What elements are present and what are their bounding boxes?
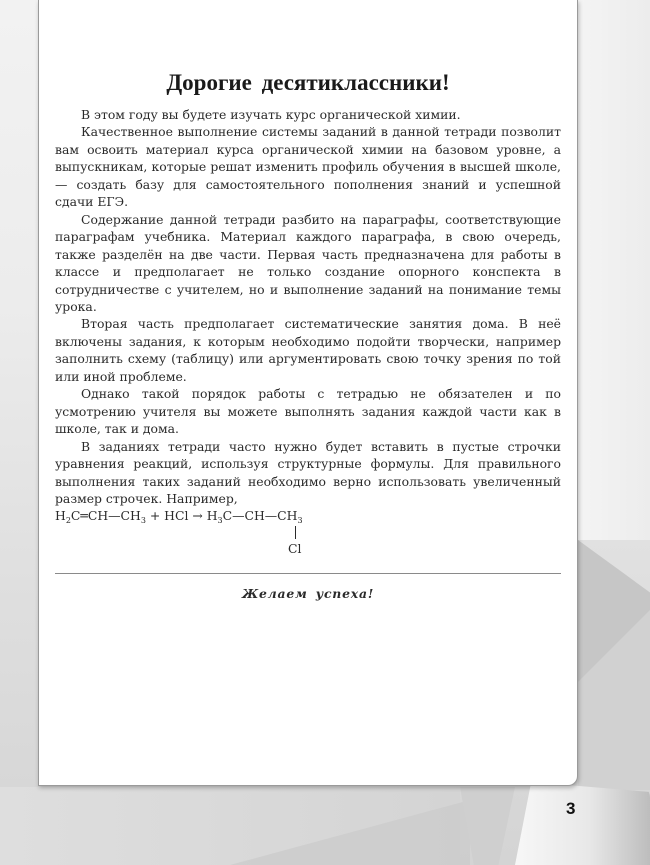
bond-line [295,526,296,539]
reactant-2: HCl [164,508,189,523]
substituent: Cl [288,541,302,556]
paragraph: В этом году вы будете изучать курс органической химии. [81,107,461,122]
background-facet [578,0,650,540]
paragraph: Однако такой порядок работы с тетрадью не обязателен и по усмотрению учителя вы можете выполнять задания каждой части как в школе, так и дома. [55,386,561,437]
product: $H_3C—CH—CH_3$ [206,508,303,525]
page-number-tab [515,782,650,865]
arrow-icon: → [188,508,207,523]
body-text [55,106,561,507]
closing-text: Желаем успеха! [241,586,375,601]
paragraph: Качественное выполнение системы заданий в данной тетради позволит вам освоить материал курса органической химии на базовом уровне, а выпускникам, которые решат изменить профиль обучения в высшей школе, — создать базу для самостоятельного пополнения знаний и успешной сдачи ЕГЭ. [55,124,561,210]
document-page [38,0,578,786]
paragraph: Содержание данной тетради разбито на параграфы, соответствующие параграфам учебника. Материал каждого параграфа, в свою очередь, также разделён на две части. Первая часть предназначена для работы в классе и предполагает не только создание опорного конспекта в сотрудничестве с учителем, но и выполнение заданий на понимание темы урока. [55,211,561,314]
plus-sign: + [145,508,165,523]
paragraph: Вторая часть предполагает систематические занятия дома. В неё включены задания, к которым необходимо подойти творчески, например заполнить схему (таблицу) или аргументировать свою точку зрения по той или иной проблеме. [55,316,561,384]
chemical-equation [55,508,375,560]
reactant-1: $H_2C═CH—CH_3$ [55,508,146,525]
paragraph: В заданиях тетради часто нужно будет вставить в пустые строчки уравнения реакций, используя структурные формулы. Для правильного выполнения таких заданий необходимо верно использовать увеличенный размер строчек. Например, [55,438,561,506]
page-title: Дорогие десятиклассники! [166,70,450,95]
page-number: 3 [566,799,576,818]
equation-line [55,508,375,525]
divider [55,573,561,574]
